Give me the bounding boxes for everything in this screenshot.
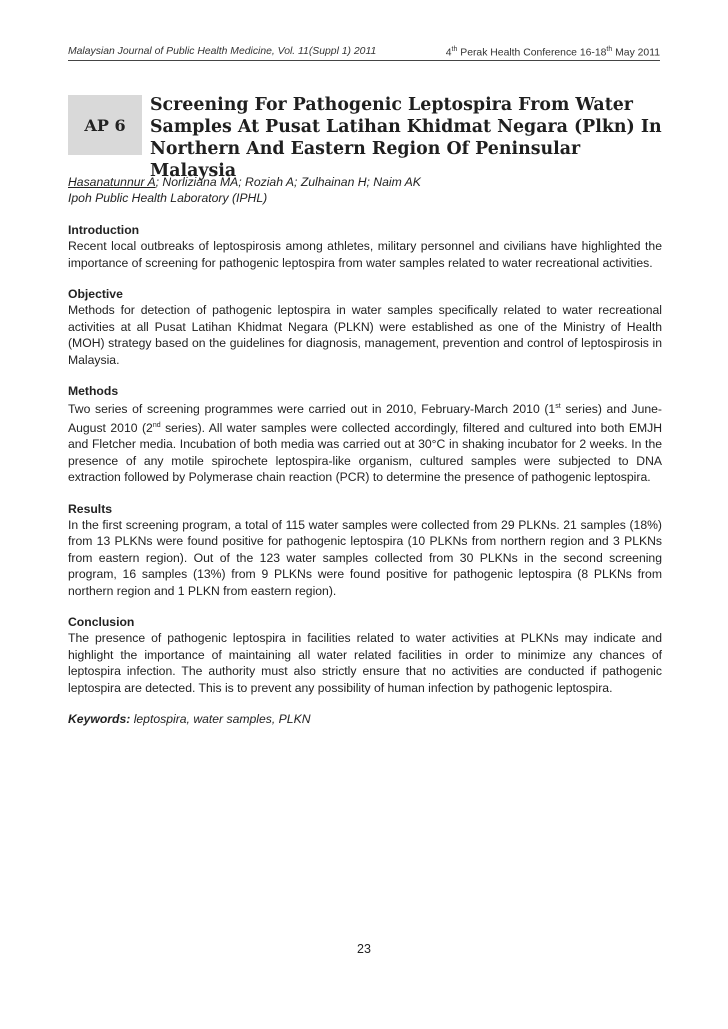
co-authors: ; Norliziana MA; Roziah A; Zulhainan H; Naim AK <box>155 175 421 189</box>
conference-info: 4th Perak Health Conference 16-18th May 2011 <box>445 46 660 59</box>
results-section <box>68 501 662 599</box>
section-text: Two series of screening programmes were carried out in 2010, February-March 2010 (1st series) and June-August 2010 (2nd series). All water samples were collected accordingly, filtered and cultured into both EMJH and Fletcher media. Incubation of both media was carried out at 30°C in shaking incubator for 2 weeks. In the presence of any motile spirochete leptospira-like organism, cultured samples were subjected to DNA extraction followed by Polymerase chain reaction (PCR) to determine the presence of pathogenic leptospira. <box>68 402 662 485</box>
section-heading: Objective <box>68 287 123 302</box>
section-heading: Introduction <box>68 222 140 237</box>
keywords-label: Keywords: <box>68 712 131 727</box>
author-list <box>68 174 662 190</box>
paper-code-badge: AP 6 <box>68 95 142 155</box>
keywords-text: leptospira, water samples, PLKN <box>130 712 311 727</box>
section-text: Recent local outbreaks of leptospirosis among athletes, military personnel and civilians have highlighted the importance of screening for pathogenic leptospira from water samples related to water recreational activities. <box>68 239 662 270</box>
presenting-author: Hasanatunnur A <box>68 175 156 189</box>
keywords-line <box>68 711 662 727</box>
conclusion-section <box>68 614 662 696</box>
introduction-section <box>68 222 662 271</box>
section-text: Methods for detection of pathogenic leptospira in water samples specifically related to water recreational activities at all Pusat Latihan Khidmat Negara (PLKN) were established as one of the Ministry of Health (MOH) strategy based on the guidelines for diagnosis, management, prevention and control of leptospirosis in Malaysia. <box>68 303 662 367</box>
journal-citation: Malaysian Journal of Public Health Medicine, Vol. 11(Suppl 1) 2011 <box>68 46 377 57</box>
objective-section <box>68 286 662 368</box>
section-heading: Results <box>68 501 113 516</box>
page-number: 23 <box>357 942 371 956</box>
paper-title: Screening For Pathogenic Leptospira From Water Samples At Pusat Latihan Khidmat Negara (Plkn) In Northern And Eastern Region Of Peninsular Malaysia <box>150 95 662 181</box>
section-text: In the first screening program, a total of 115 water samples were collected from 29 PLKNs. 21 samples (18%) from 13 PLKNs were found positive for pathogenic leptospira (10 PLKNs from northern region and 3 PLKNs from eastern region). Out of the 123 water samples collected from 30 PLKNs in the second screening program, 16 samples (13%) from 9 PLKNs were found positive for pathogenic leptospira (8 PLKNs from northern region and 1 PLKN from eastern region). <box>68 518 662 598</box>
running-header <box>68 46 660 61</box>
section-heading: Conclusion <box>68 615 135 630</box>
abstract-body <box>68 174 662 728</box>
section-heading: Methods <box>68 384 119 399</box>
methods-section <box>68 383 662 486</box>
section-text: The presence of pathogenic leptospira in facilities related to water activities at PLKNs may indicate and highlight the importance of maintaining all water related facilities in order to minimize any chances of leptospira infection. The authority must also strictly ensure that no activities are conducted if pathogenic leptospira are detected. This is to prevent any possibility of human infection by pathogenic leptospira. <box>68 631 662 695</box>
affiliation: Ipoh Public Health Laboratory (IPHL) <box>68 191 268 206</box>
